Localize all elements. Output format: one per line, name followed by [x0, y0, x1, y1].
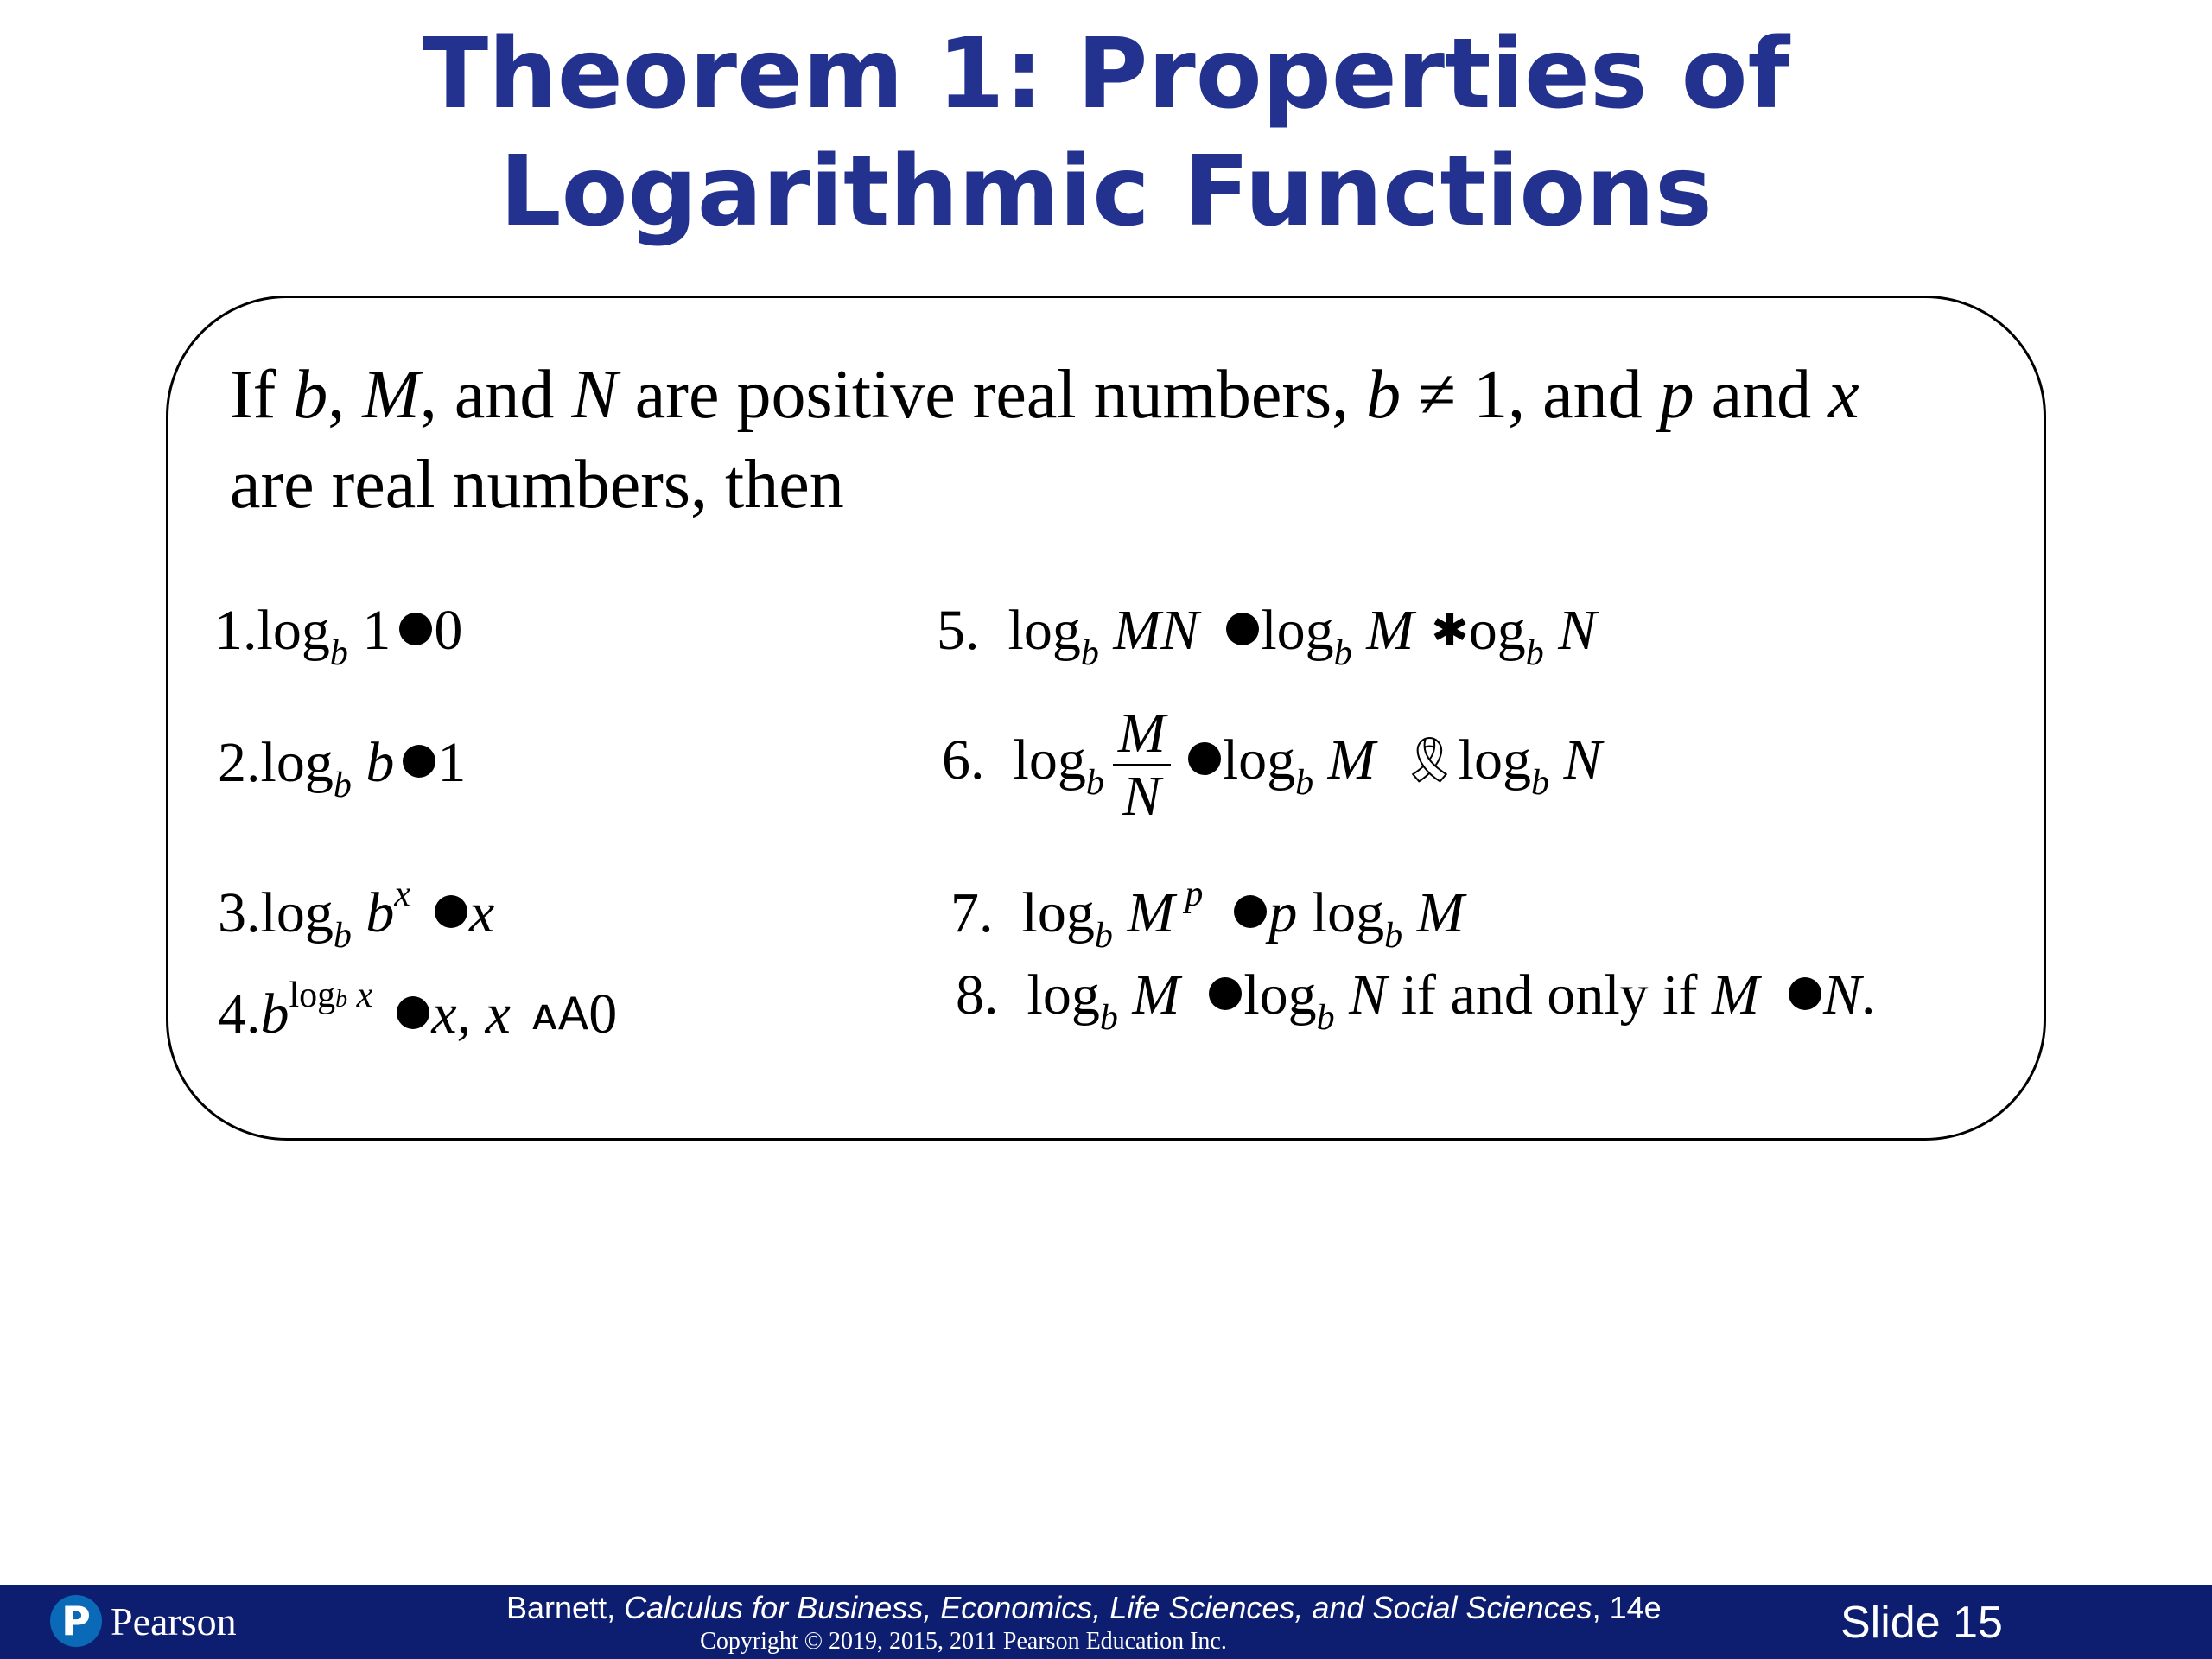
property-8	[956, 961, 1875, 1052]
equals-dot-icon	[435, 895, 467, 928]
equals-dot-icon	[403, 745, 435, 778]
equals-dot-icon	[1188, 742, 1221, 775]
intro-var-m: M	[362, 357, 420, 433]
property-6	[942, 691, 1602, 852]
log-text: log	[1297, 881, 1385, 944]
slide-number: Slide 15	[1840, 1598, 2003, 1648]
equals-dot-icon	[1226, 613, 1259, 645]
minus-glyph-icon: 🎗	[1401, 734, 1459, 786]
property-2	[218, 728, 466, 820]
intro-var-x: x	[1828, 357, 1859, 433]
equals-dot-icon	[399, 613, 432, 645]
log-text: log	[1261, 599, 1334, 662]
intro-text: , and	[419, 357, 572, 433]
intro-text: ≠ 1, and	[1401, 357, 1660, 433]
slide-title	[0, 16, 2212, 251]
property-number: 7.	[950, 881, 994, 944]
log-base: b	[1384, 916, 1403, 956]
log-text: log	[260, 881, 334, 944]
log-argument: M	[1112, 881, 1175, 944]
book-citation	[506, 1590, 1662, 1626]
log-base: b	[329, 633, 348, 673]
slide-title-line-2: Logarithmic Functions	[499, 136, 1713, 248]
intro-var-b: b	[1366, 357, 1402, 433]
copyright-text: Copyright © 2019, 2015, 2011 Pearson Education Inc.	[700, 1628, 1227, 1655]
intro-text: ,	[327, 357, 363, 433]
pearson-logo-icon: P	[50, 1595, 102, 1647]
log-base: b	[1316, 998, 1335, 1038]
log-text: log	[1021, 881, 1095, 944]
log-text: log	[1007, 599, 1081, 662]
property-number: 3.	[218, 881, 261, 944]
intro-var-b: b	[293, 357, 328, 433]
log-argument: M	[1402, 881, 1465, 944]
pearson-brand: Pearson	[111, 1599, 237, 1643]
plus-glyph-icon: ✱	[1431, 605, 1469, 657]
property-3	[218, 860, 494, 970]
log-base: b	[333, 916, 352, 956]
log-argument: N	[1549, 728, 1602, 791]
property-number: 5.	[937, 599, 980, 662]
copyright-notice	[0, 1628, 1927, 1656]
property-number: 1.	[214, 599, 257, 662]
log-base: b	[1085, 763, 1104, 803]
exponent: p	[1185, 874, 1204, 914]
citation-author: Barnett,	[506, 1590, 625, 1625]
log-base: b	[1525, 633, 1544, 673]
log-argument: M	[1351, 599, 1414, 662]
log-argument: b	[351, 881, 395, 944]
log-text: log	[1243, 963, 1317, 1027]
property-rhs: x, x	[431, 982, 511, 1046]
citation-book-title: Calculus for Business, Economics, Life Sciences, and Social Sciences	[624, 1590, 1592, 1625]
intro-line-2: are real numbers, then	[230, 447, 844, 523]
intro-text: are positive real numbers,	[617, 357, 1367, 433]
condition-text: if and only if	[1387, 963, 1712, 1027]
property-rhs: 1	[437, 731, 467, 794]
exponent-arg: x	[347, 976, 373, 1015]
fraction-numerator: M	[1113, 703, 1171, 766]
log-text: log	[1013, 728, 1086, 791]
theorem-intro	[230, 350, 1993, 530]
log-text: log	[1222, 728, 1296, 791]
log-text: log	[260, 731, 334, 794]
power-base: b	[260, 982, 289, 1046]
intro-text: and	[1694, 357, 1829, 433]
log-argument: M	[1313, 728, 1376, 791]
slide-title-line-1: Theorem 1: Properties of	[422, 18, 1790, 130]
fraction-denominator: N	[1122, 765, 1161, 829]
log-base: b	[1531, 763, 1550, 803]
footer-bar	[0, 1585, 2212, 1659]
fraction	[1113, 703, 1171, 827]
property-number: 8.	[956, 963, 999, 1027]
property-number: 6.	[942, 728, 985, 791]
log-base: b	[1295, 763, 1314, 803]
log-base: b	[1099, 998, 1118, 1038]
equals-dot-icon	[1234, 895, 1267, 928]
log-argument: 1	[347, 599, 391, 662]
log-argument: MN	[1098, 599, 1199, 662]
equals-dot-icon	[397, 996, 429, 1029]
log-argument: b	[351, 731, 395, 794]
property-number: 2.	[218, 731, 261, 794]
equals-dot-icon	[1209, 977, 1242, 1010]
greater-than-glyph-icon: ᴀA	[531, 988, 589, 1040]
property-rhs: x	[469, 881, 495, 944]
log-text: log	[257, 599, 330, 662]
intro-text: If	[230, 357, 294, 433]
log-base: b	[1333, 633, 1352, 673]
log-text: log	[1458, 728, 1532, 791]
property-rhs: 0	[434, 599, 463, 662]
intro-var-n: N	[571, 357, 618, 433]
intro-var-p: p	[1659, 357, 1694, 433]
log-argument: N	[1543, 599, 1597, 662]
equals-dot-icon	[1789, 977, 1821, 1010]
log-base: b	[333, 766, 352, 805]
log-base: b	[1094, 916, 1113, 956]
variable-m: M	[1711, 963, 1759, 1027]
property-4	[218, 961, 617, 1049]
exponent	[289, 976, 373, 1015]
log-base: b	[1080, 633, 1099, 673]
property-7	[950, 860, 1465, 970]
property-number: 4.	[218, 982, 261, 1046]
exponent-log-base: b	[335, 986, 348, 1013]
variable-n: N	[1822, 963, 1861, 1027]
citation-edition: , 14e	[1592, 1590, 1662, 1625]
exponent-log: log	[289, 976, 336, 1015]
coefficient: p	[1268, 881, 1298, 944]
exponent: x	[394, 874, 410, 914]
log-text: log	[1027, 963, 1100, 1027]
property-rhs: 0	[588, 982, 618, 1046]
log-argument: M	[1117, 963, 1180, 1027]
property-5	[937, 596, 1596, 688]
intro-line-1	[230, 350, 1993, 440]
log-argument: N	[1334, 963, 1388, 1027]
log-text: og	[1468, 599, 1526, 662]
period: .	[1860, 963, 1876, 1027]
property-1	[214, 596, 462, 688]
